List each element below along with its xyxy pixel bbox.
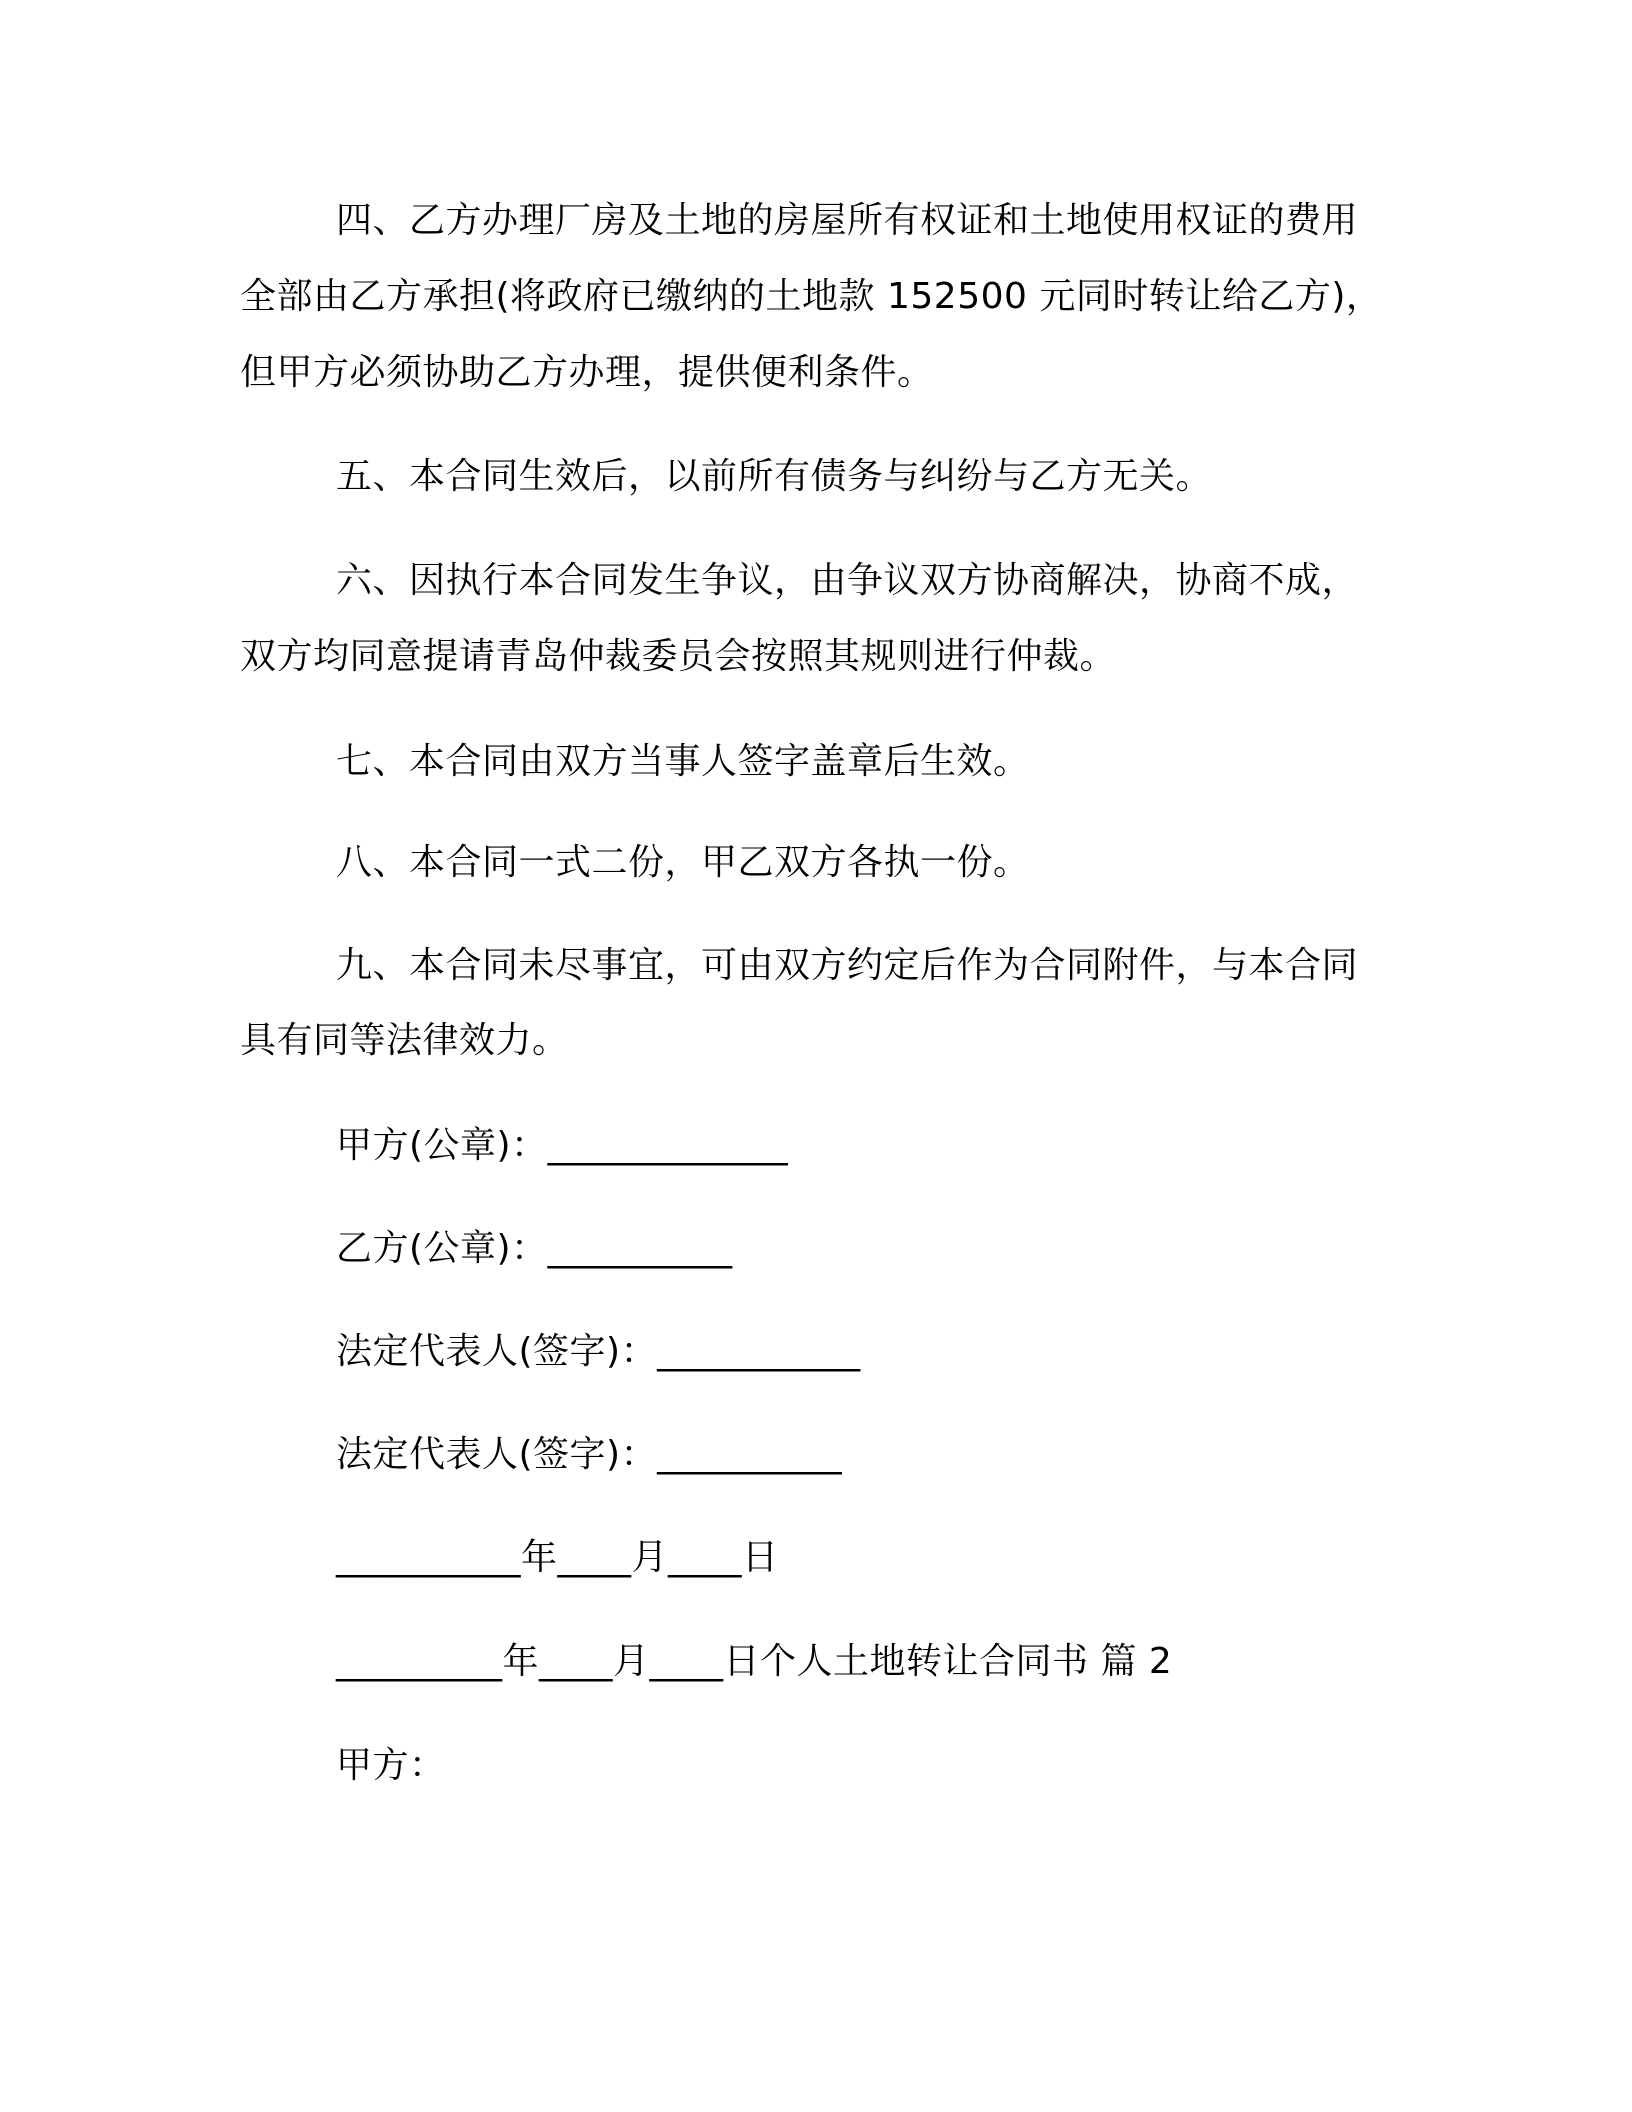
party-b-seal-line: 乙方(公章)：__________ (336, 1228, 733, 1269)
section-title-line: _________年____月____日个人土地转让合同书 篇 2 (336, 1641, 1173, 1682)
clause-four-line-3: 但甲方必须协助乙方办理，提供便利条件。 (240, 352, 934, 393)
clause-seven: 七、本合同由双方当事人签字盖章后生效。 (336, 741, 1030, 782)
legal-representative-line-1: 法定代表人(签字)：___________ (336, 1331, 861, 1372)
clause-nine-line-1: 九、本合同未尽事宜，可由双方约定后作为合同附件，与本合同 (336, 945, 1359, 986)
legal-representative-line-2: 法定代表人(签字)：__________ (336, 1434, 843, 1475)
next-party-a-line: 甲方： (336, 1745, 446, 1786)
party-a-seal-line: 甲方(公章)：_____________ (336, 1125, 789, 1166)
clause-eight: 八、本合同一式二份，甲乙双方各执一份。 (336, 842, 1030, 883)
clause-six-line-1: 六、因执行本合同发生争议，由争议双方协商解决，协商不成， (336, 560, 1359, 601)
date-line: __________年____月____日 (336, 1537, 779, 1578)
clause-six-line-2: 双方均同意提请青岛仲裁委员会按照其规则进行仲裁。 (240, 636, 1117, 677)
clause-four-line-1: 四、乙方办理厂房及土地的房屋所有权证和土地使用权证的费用 (336, 200, 1359, 241)
clause-five: 五、本合同生效后，以前所有债务与纠纷与乙方无关。 (336, 456, 1213, 497)
clause-nine-line-2: 具有同等法律效力。 (240, 1020, 569, 1061)
clause-four-line-2: 全部由乙方承担(将政府已缴纳的土地款 152500 元同时转让给乙方)， (240, 276, 1383, 317)
